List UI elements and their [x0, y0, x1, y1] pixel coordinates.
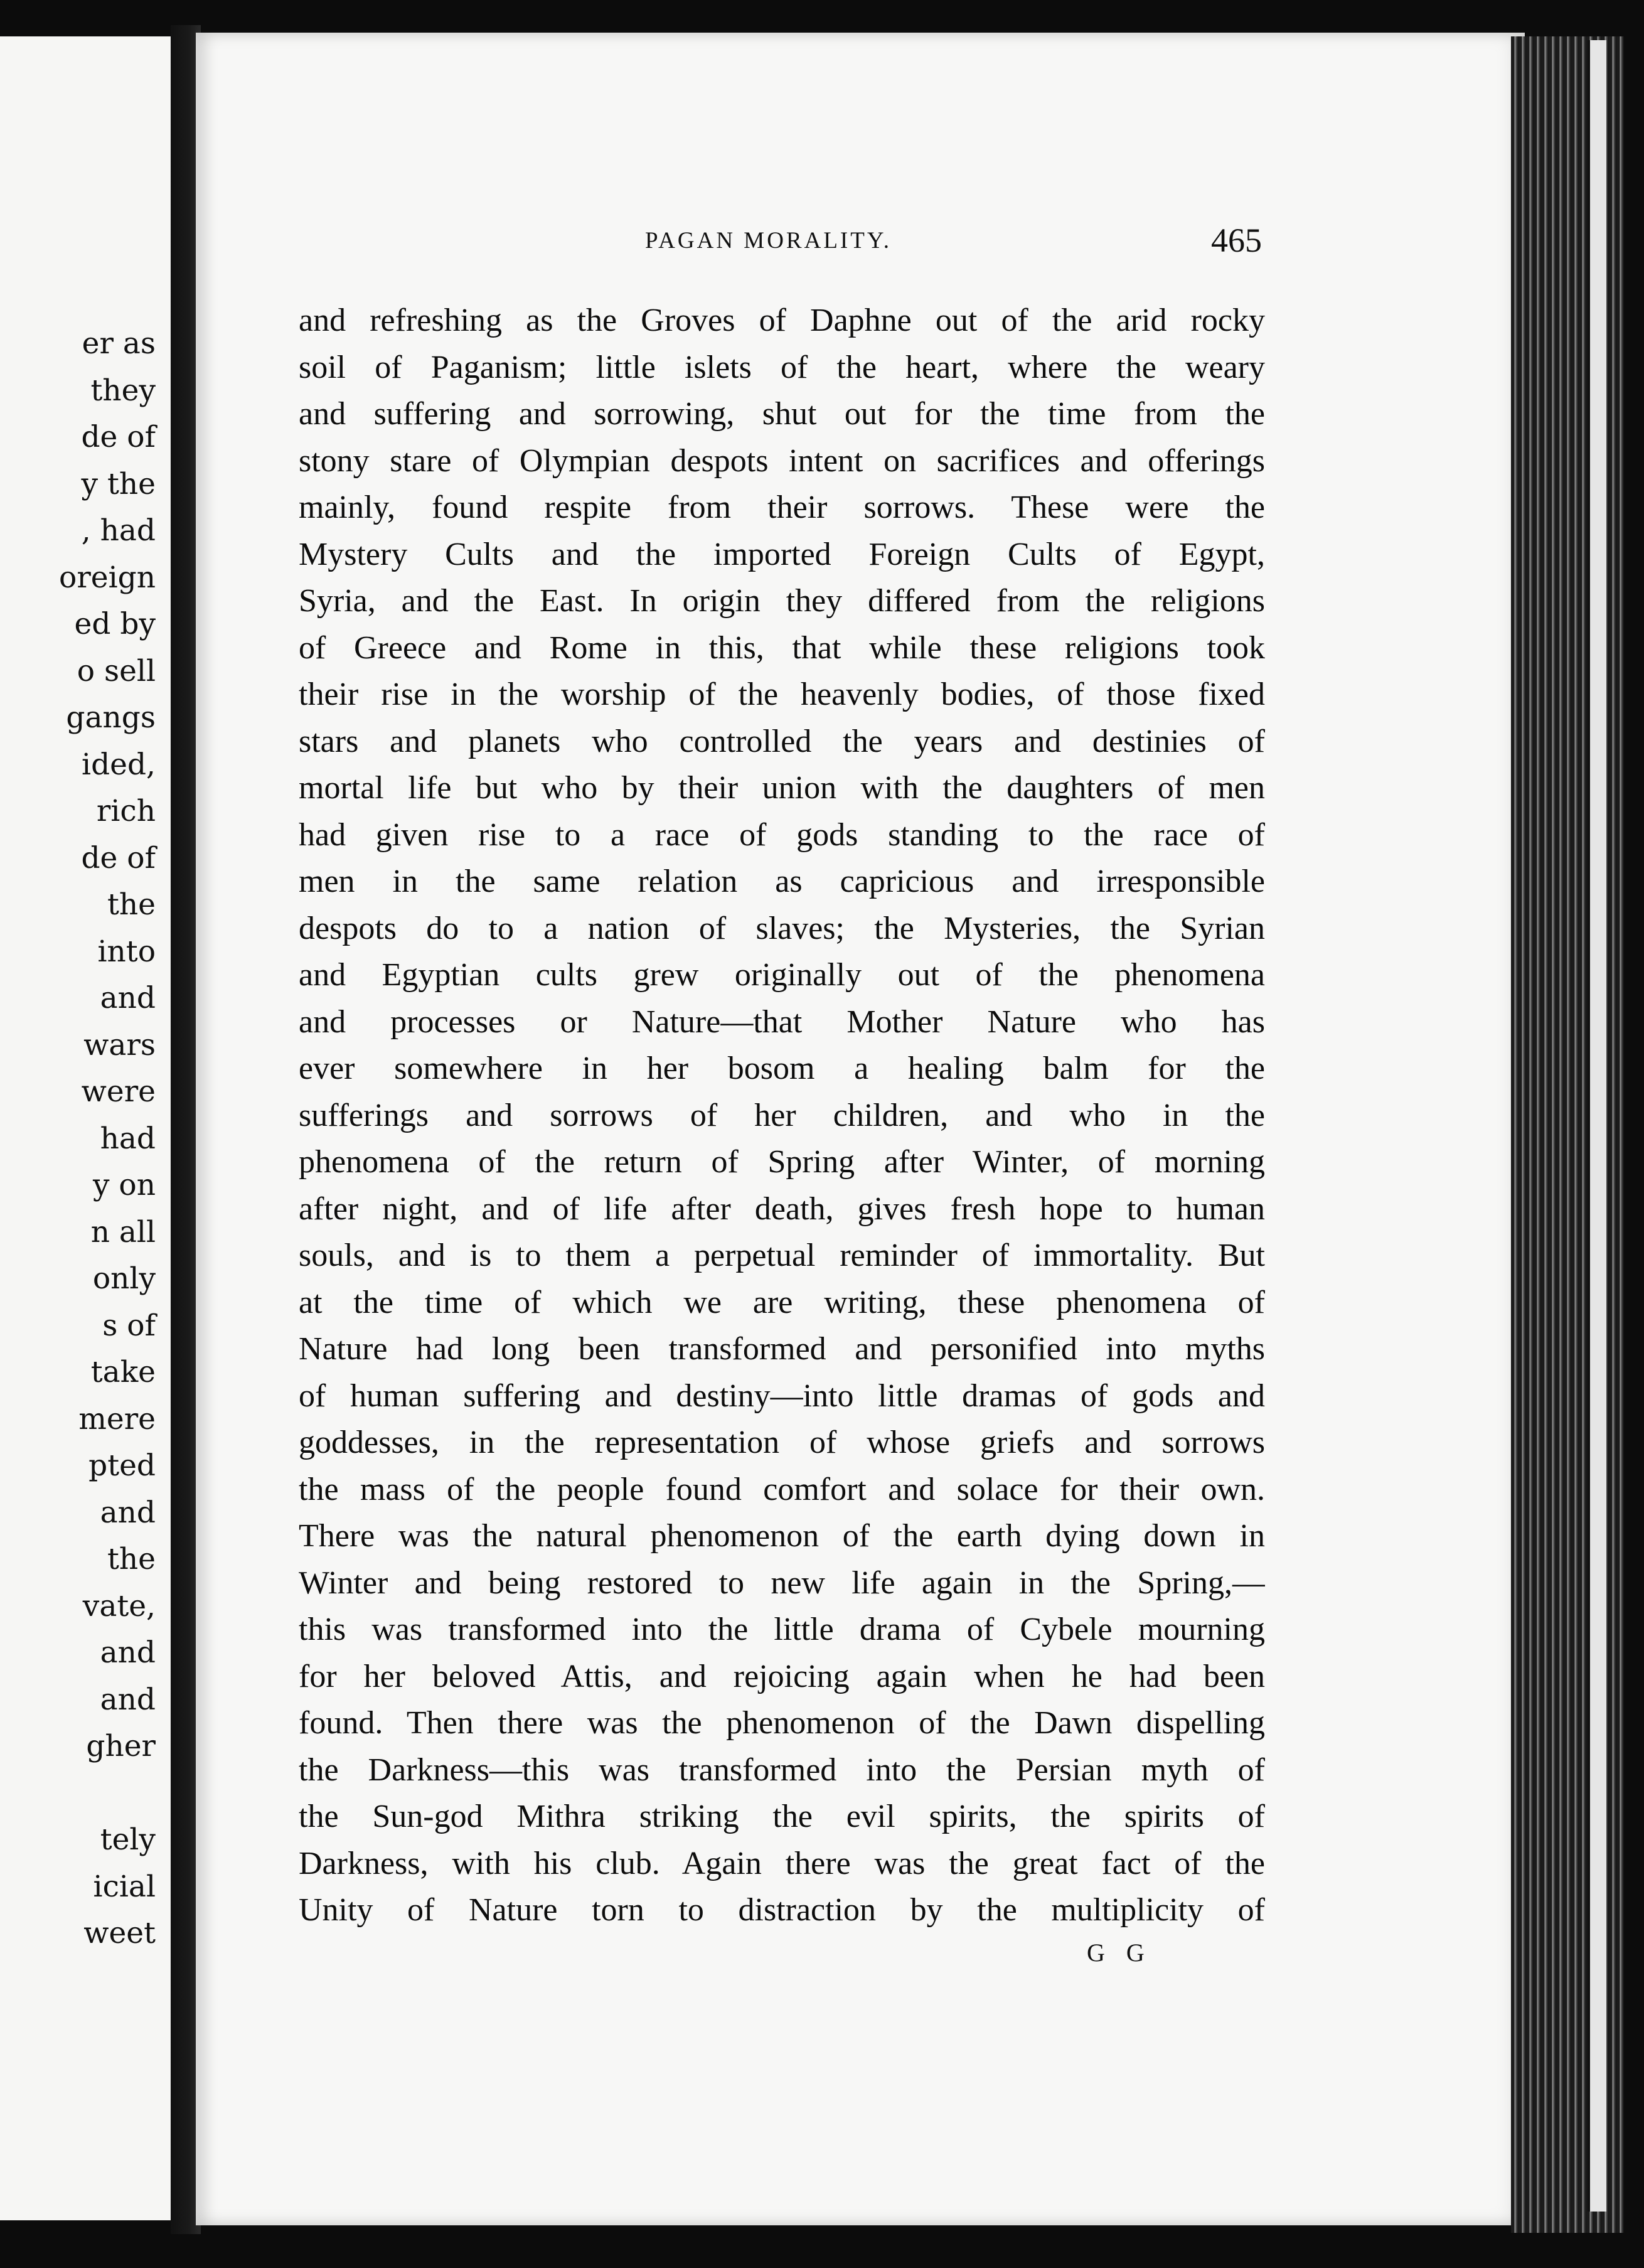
facing-page-line-fragment: take: [90, 1355, 156, 1389]
facing-page-line-fragment: s of: [102, 1308, 156, 1343]
page-edge-strip: [1588, 40, 1606, 2212]
text-line: of human suffering and destiny—into little dramas of gods and: [299, 1377, 1265, 1414]
facing-page-line-fragment: and: [100, 1682, 156, 1717]
text-line: mainly, found respite from their sorrows. These were the: [299, 489, 1265, 525]
facing-page-line-fragment: only: [92, 1261, 156, 1296]
facing-page-line-fragment: ed by: [74, 607, 156, 641]
facing-page-line-fragment: de of: [81, 420, 156, 454]
text-line: stony stare of Olympian despots intent on sacrifices and offerings: [299, 442, 1265, 479]
facing-page-line-fragment: tely: [100, 1822, 156, 1857]
text-line: found. Then there was the phenomenon of the Dawn dispelling: [299, 1705, 1265, 1741]
facing-page-line-fragment: and: [100, 1635, 156, 1670]
text-line: men in the same relation as capricious and irresponsible: [299, 864, 1265, 899]
text-line: ever somewhere in her bosom a healing balm for the: [299, 1051, 1265, 1086]
facing-page-line-fragment: o sell: [77, 653, 156, 688]
facing-page-line-fragment: weet: [83, 1916, 156, 1950]
facing-page-line-fragment: y the: [81, 466, 156, 501]
text-line: the mass of the people found comfort and solace for their own.: [299, 1471, 1265, 1507]
facing-page-line-fragment: and: [100, 1495, 156, 1530]
facing-page-line-fragment: had: [100, 1121, 156, 1156]
facing-page-line-fragment: mere: [78, 1401, 156, 1436]
facing-page-line-fragment: pted: [88, 1448, 156, 1483]
text-line: their rise in the worship of the heavenly bodies, of those fixed: [299, 677, 1265, 712]
text-line: and processes or Nature—that Mother Nature who has: [299, 1003, 1265, 1040]
text-line: the Darkness—this was transformed into the Persian myth of: [299, 1752, 1265, 1788]
facing-page-line-fragment: vate,: [82, 1588, 156, 1623]
text-line: There was the natural phenomenon of the earth dying down in: [299, 1518, 1265, 1554]
text-line: had given rise to a race of gods standing to the race of: [299, 816, 1265, 853]
text-line: despots do to a nation of slaves; the Mysteries, the Syrian: [299, 910, 1265, 946]
facing-page-line-fragment: de of: [81, 840, 156, 875]
text-line: soil of Paganism; little islets of the heart, where the weary: [299, 349, 1265, 385]
text-line: goddesses, in the representation of whose griefs and sorrows: [299, 1425, 1265, 1460]
text-line: stars and planets who controlled the years and destinies of: [299, 723, 1265, 759]
text-line: Syria, and the East. In origin they differed from the religions: [299, 583, 1265, 619]
signature-mark: G G: [1087, 1939, 1152, 1967]
text-line: Winter and being restored to new life again in the Spring,—: [299, 1565, 1265, 1601]
facing-page-line-fragment: into: [97, 934, 156, 969]
text-line: and refreshing as the Groves of Daphne out of the arid rocky: [299, 302, 1265, 338]
page-number: 465: [1211, 222, 1262, 259]
body-text: [299, 297, 1265, 1934]
text-line: at the time of which we are writing, these phenomena of: [299, 1284, 1265, 1320]
text-line: phenomena of the return of Spring after Winter, of morning: [299, 1144, 1265, 1180]
facing-page-line-fragment: and: [100, 981, 156, 1015]
facing-page-line-fragment: n all: [90, 1214, 156, 1249]
text-line: Nature had long been transformed and personified into myths: [299, 1331, 1265, 1367]
text-line: and Egyptian cults grew originally out of the phenomena: [299, 957, 1265, 993]
text-line: sufferings and sorrows of her children, and who in the: [299, 1097, 1265, 1133]
running-head: PAGAN MORALITY.: [645, 228, 892, 254]
text-line: mortal life but who by their union with the daughters of men: [299, 770, 1265, 806]
page-edges: [1511, 36, 1624, 2233]
facing-page-line-fragment: rich: [96, 794, 156, 828]
facing-page-line-fragment: oreign: [59, 560, 156, 595]
facing-page: [0, 36, 171, 2220]
facing-page-line-fragment: er as: [82, 326, 156, 361]
facing-page-line-fragment: ided,: [82, 747, 156, 782]
facing-page-line-fragment: the: [107, 1542, 156, 1576]
facing-page-line-fragment: wars: [83, 1027, 156, 1062]
text-line: the Sun-god Mithra striking the evil spirits, the spirits of: [299, 1799, 1265, 1834]
text-line: souls, and is to them a perpetual reminder of immortality. But: [299, 1238, 1265, 1273]
facing-page-line-fragment: were: [81, 1074, 156, 1109]
text-line: Darkness, with his club. Again there was the great fact of the: [299, 1845, 1265, 1881]
text-line: this was transformed into the little drama of Cybele mourning: [299, 1612, 1265, 1647]
text-line: Mystery Cults and the imported Foreign Cults of Egypt,: [299, 536, 1265, 572]
text-line: and suffering and sorrowing, shut out for the time from the: [299, 396, 1265, 432]
facing-page-line-fragment: icial: [93, 1869, 156, 1904]
facing-page-line-fragment: , had: [81, 513, 156, 548]
facing-page-line-fragment: gangs: [66, 700, 156, 735]
facing-page-line-fragment: the: [107, 887, 156, 922]
text-line: after night, and of life after death, gives fresh hope to human: [299, 1190, 1265, 1227]
facing-page-line-fragment: gher: [86, 1729, 156, 1763]
facing-page-line-fragment: y on: [92, 1168, 156, 1202]
text-line: for her beloved Attis, and rejoicing again when he had been: [299, 1658, 1265, 1694]
text-line: of Greece and Rome in this, that while these religions took: [299, 629, 1265, 666]
facing-page-line-fragment: they: [90, 373, 156, 408]
text-line: Unity of Nature torn to distraction by the multiplicity of: [299, 1892, 1265, 1928]
